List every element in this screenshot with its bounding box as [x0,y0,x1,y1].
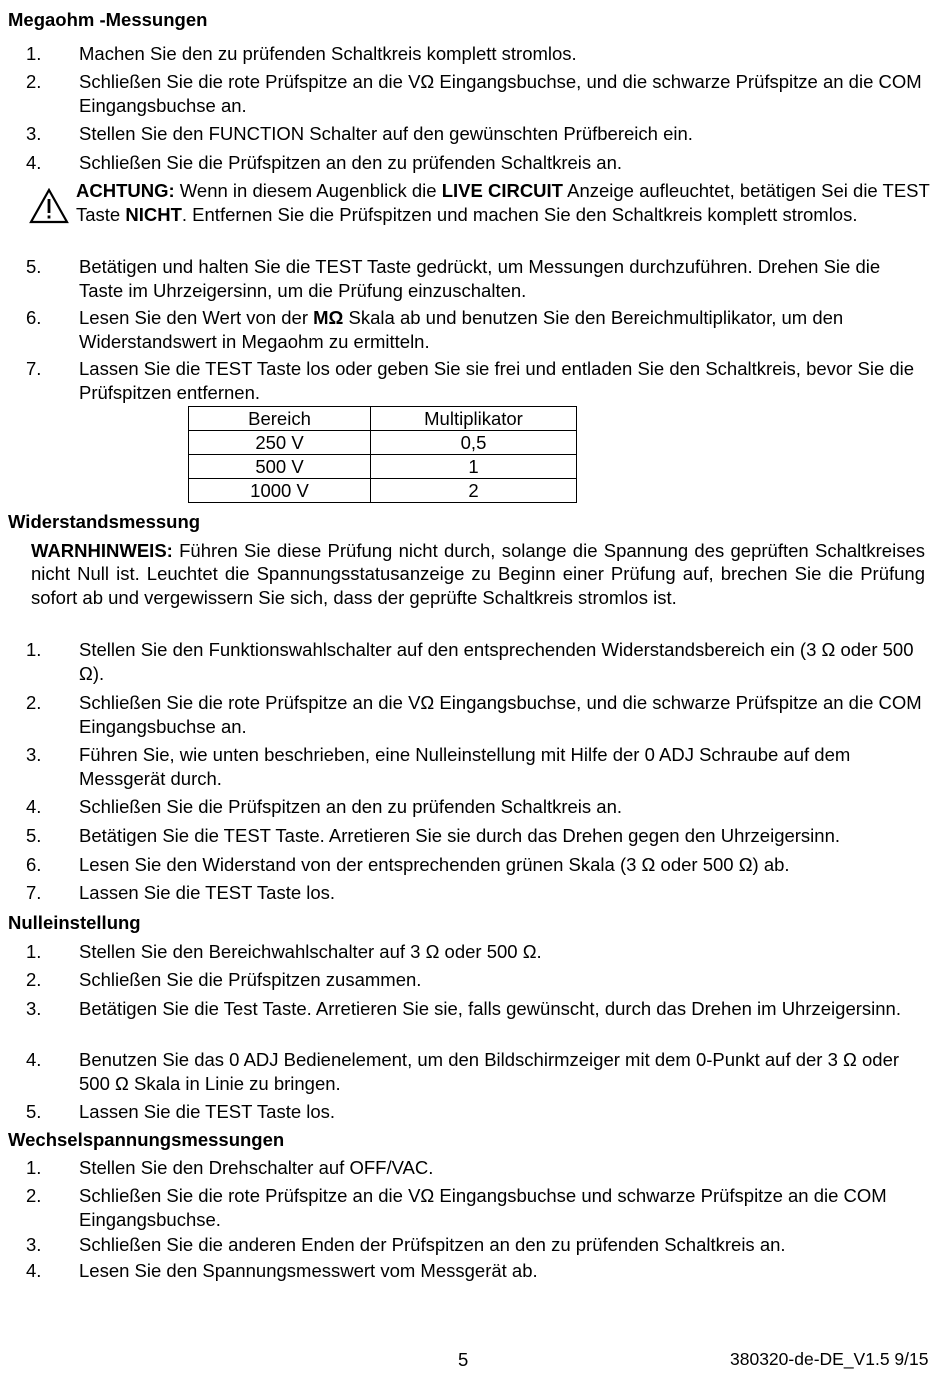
step-text: Betätigen Sie die TEST Taste. Arretieren Sie sie durch das Drehen gegen den Uhrzeigersinn. [79,825,841,846]
step-number: 4. [26,1049,42,1070]
warning-text: Führen Sie diese Prüfung nicht durch, solange die Spannung des geprüften Schaltkreises nicht Null ist. Leuchtet die Spannungsstatusanzeige zu Beginn einer Prüfung auf, brechen Sie die Prüfung sofort ab und vergewissern Sie sich, dass der geprüfte Schaltkreis stromlos ist. [31,540,925,608]
step-number: 5. [26,1101,42,1122]
table-cell: 1000 V [189,479,371,503]
table-row [189,479,577,503]
step-text-part: Skala ab und benutzen Sie den Bereichmultiplikator, um den Widerstandswert in Megaohm zu ermitteln. [79,307,844,352]
step-text: Stellen Sie den Drehschalter auf OFF/VAC. [79,1157,434,1178]
table-row [189,431,577,455]
step-text: Stellen Sie den FUNCTION Schalter auf den gewünschten Prüfbereich ein. [79,123,693,144]
caution-label: ACHTUNG: [76,180,175,201]
step-number: 2. [26,71,42,92]
step-text: Lesen Sie den Spannungsmesswert vom Messgerät ab. [79,1260,538,1281]
step-text: Lassen Sie die TEST Taste los. [79,882,336,903]
warning-triangle-icon [29,188,69,224]
step-number: 2. [26,692,42,713]
page-number: 5 [458,1349,469,1370]
table-cell: 2 [371,479,577,503]
step-text: Schließen Sie die rote Prüfspitze an die VΩ Eingangsbuchse, und die schwarze Prüfspitze an die COM Eingangsbuchse an. [79,71,922,116]
caution-text: . Entfernen Sie die Prüfspitzen und machen Sie den Schaltkreis komplett stromlos. [181,203,858,225]
step-text: Betätigen und halten Sie die TEST Taste gedrückt, um Messungen durchzuführen. Drehen Sie die Taste im Uhrzeigersinn, um die Prüfung einzuschalten. [79,256,881,301]
step-number: 4. [26,152,42,173]
section-heading-nulleinstellung: Nulleinstellung [8,912,141,933]
table-cell: 1 [371,455,577,479]
step-number: 2. [26,1185,42,1206]
step-text: Schließen Sie die rote Prüfspitze an die VΩ Eingangsbuchse, und die schwarze Prüfspitze an die COM Eingangsbuchse an. [79,692,922,737]
step-text: Schließen Sie die anderen Enden der Prüfspitzen an den zu prüfenden Schaltkreis an. [79,1234,786,1255]
step-text: Betätigen Sie die Test Taste. Arretieren Sie sie, falls gewünscht, durch das Drehen im Uhrzeigersinn. [79,998,901,1019]
section-heading-wechselspannung: Wechselspannungsmessungen [8,1129,285,1150]
multiplier-table [188,406,577,503]
step-number: 3. [26,998,42,1019]
section-heading-widerstand: Widerstandsmessung [8,511,201,532]
step-number: 7. [26,358,42,379]
step-number: 5. [26,825,42,846]
caution-text: Anzeige aufleuchtet, betätigen Sei die TEST Taste [76,180,930,225]
step-text: Stellen Sie den Funktionswahlschalter auf den entsprechenden Widerstandsbereich ein (3 Ω oder 500 Ω). [79,639,914,684]
step-number: 3. [26,123,42,144]
step-text: Lassen Sie die TEST Taste los oder geben Sie sie frei und entladen Sie den Schaltkreis, bevor Sie die Prüfspitzen entfernen. [79,358,915,403]
table-header: Multiplikator [371,407,577,431]
step-text: Machen Sie den zu prüfenden Schaltkreis komplett stromlos. [79,43,577,64]
step-number: 2. [26,969,42,990]
step-number: 4. [26,796,42,817]
step-number: 6. [26,854,42,875]
step-text: Stellen Sie den Bereichwahlschalter auf 3 Ω oder 500 Ω. [79,941,542,962]
step-text: Schließen Sie die Prüfspitzen an den zu prüfenden Schaltkreis an. [79,796,622,817]
step-number: 5. [26,256,42,277]
step-text: Führen Sie, wie unten beschrieben, eine Nulleinstellung mit Hilfe der 0 ADJ Schraube auf dem Messgerät durch. [79,744,851,789]
step-number: 3. [26,744,42,765]
step-text: Schließen Sie die Prüfspitzen an den zu prüfenden Schaltkreis an. [79,152,622,173]
step-number: 1. [26,941,42,962]
step-number: 6. [26,307,42,328]
step-number: 4. [26,1260,42,1281]
step-text: Benutzen Sie das 0 ADJ Bedienelement, um den Bildschirmzeiger mit dem 0-Punkt auf der 3 Ω oder 500 Ω Skala in Linie zu bringen. [79,1049,900,1094]
caution-note [76,179,936,226]
table-row [189,455,577,479]
step-number: 1. [26,1157,42,1178]
step-number: 7. [26,882,42,903]
caution-bold: LIVE CIRCUIT [441,180,563,201]
step-number: 3. [26,1234,42,1255]
warning-note [31,539,925,609]
caution-bold: NICHT [125,203,182,225]
step-text: Schließen Sie die rote Prüfspitze an die VΩ Eingangsbuchse und schwarze Prüfspitze an die COM Eingangsbuchse. [79,1185,887,1230]
table-cell: 250 V [189,431,371,455]
caution-text: Wenn in diesem Augenblick die [174,180,442,201]
step-text: Schließen Sie die Prüfspitzen zusammen. [79,969,422,990]
section-heading-megaohm: Megaohm -Messungen [8,9,208,30]
step-text-part: Lesen Sie den Wert von der [79,307,314,328]
step-number: 1. [26,639,42,660]
table-cell: 500 V [189,455,371,479]
step-text: Lesen Sie den Widerstand von der entsprechenden grünen Skala (3 Ω oder 500 Ω) ab. [79,854,790,875]
step-text [79,306,929,353]
document-id: 380320-de-DE_V1.5 9/15 [730,1349,929,1369]
step-number: 1. [26,43,42,64]
table-header: Bereich [189,407,371,431]
warning-label: WARNHINWEIS: [31,540,173,561]
megaohm-symbol: MΩ [313,307,344,328]
step-text: Lassen Sie die TEST Taste los. [79,1101,336,1122]
table-header-row [189,407,577,431]
table-cell: 0,5 [371,431,577,455]
